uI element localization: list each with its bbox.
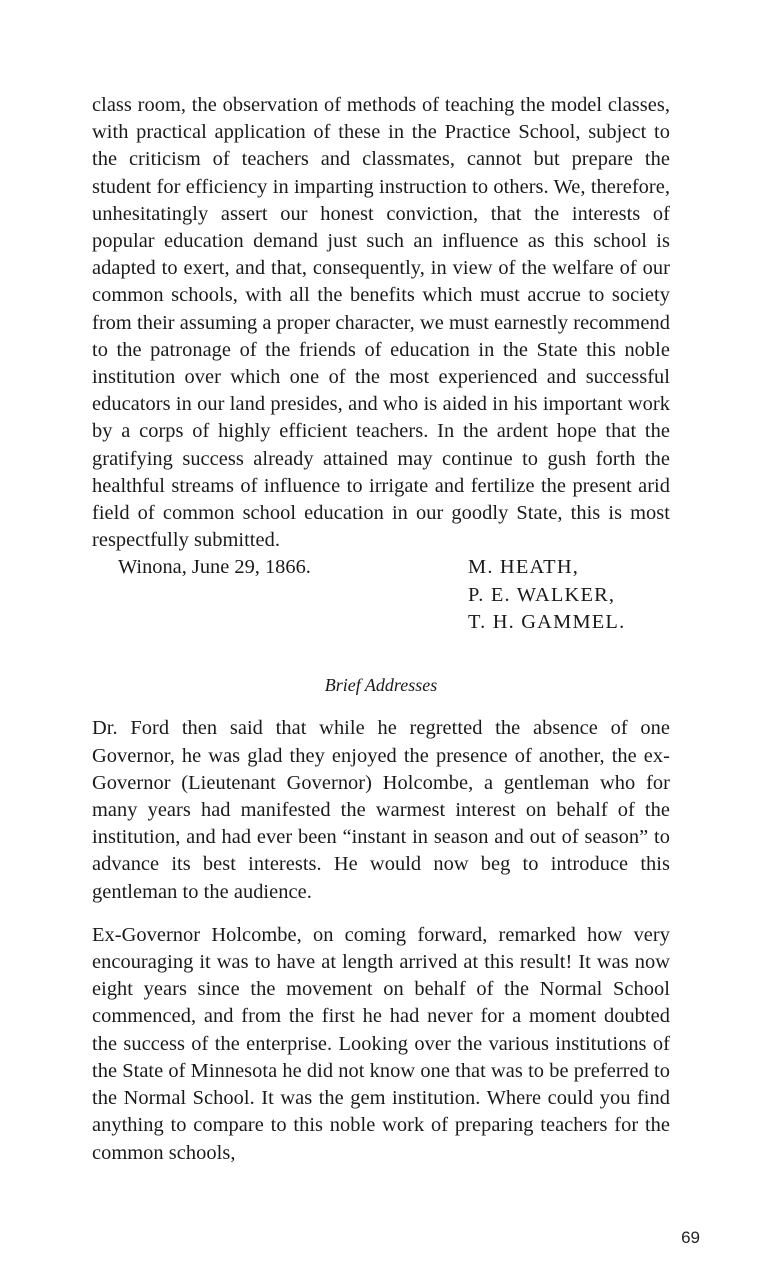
signatory-names [468,554,625,636]
signatory-name: M. HEATH, [468,556,580,579]
holcombe-remarks-paragraph: Ex-Governor Holcombe, on coming forward, remarked how very encouraging it was to have at length arrived at this result! It was now eight years since the movement on behalf of the Normal School commenced, and from the first he had never for a moment doubted the success of the enterprise. Looking over the various institutions of the State of Minnesota he did not know one that was to be preferred to the Normal School. It was the gem institution. Where could you find anything to compare to this noble work of preparing teachers for the common schools, [92,923,670,1164]
signature-place-date: Winona, June 29, 1866. [118,556,311,579]
text-column [92,92,670,1167]
page-number: 69 [681,1228,700,1247]
committee-report-paragraph: class room, the observation of methods of teaching the model classes, with practical application of these in the Practice School, subject to the criticism of teachers and classmates, cannot but prepare the student for efficiency in imparting instruction to others. We, therefore, unhesitatingly assert our honest conviction, that the interests of popular education demand just such an influence as this school is adapted to exert, and that, consequently, in view of the welfare of our common schools, with all the benefits which must accrue to society from their assuming a proper character, we must earnestly recommend to the patronage of the friends of education in the State this noble institution over which one of the most experienced and successful educators in our land presides, and who is aided in his important work by a corps of highly efficient teachers. In the ardent hope that the gratifying success already attained may continue to gush forth the healthful streams of influence to irrigate and fertilize the present arid field of common school education in our goodly State, this is most respectfully submitted. [92,94,670,552]
section-heading: Brief Addresses [324,675,438,696]
signatory-name: T. H. GAMMEL. [468,610,626,633]
signature-block [92,554,670,636]
paragraph-spacer [92,906,670,922]
signatory-name: P. E. WALKER, [468,583,616,606]
ford-introduction-paragraph: Dr. Ford then said that while he regretted the absence of one Governor, he was glad they enjoyed the presence of another, the ex-Governor (Lieutenant Governor) Holcombe, a gentleman who for many years had manifested the warmest interest on behalf of the institution, and had ever been “instant in season and out of season” to advance its best interests. He would now beg to introduce this gentleman to the audience. [92,717,670,903]
